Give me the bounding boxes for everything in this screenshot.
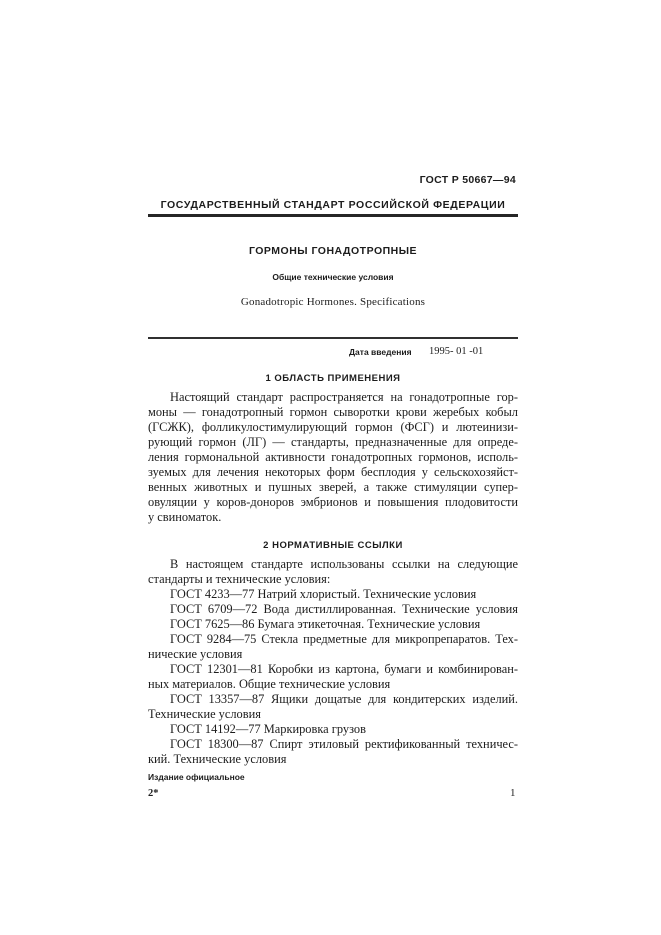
header-rule — [148, 214, 518, 217]
section-2-heading: 2 НОРМАТИВНЫЕ ССЫЛКИ — [263, 540, 403, 551]
page-subtitle: Общие технические условия — [272, 272, 394, 282]
section-2-line: стандарты и технические условия: — [148, 572, 331, 586]
section-2-line: ГОСТ 6709—72 Вода дистиллированная. Технические условия — [170, 602, 518, 616]
section-1-line: рующий гормон (ЛГ) — стандарты, предназначенные для опреде- — [148, 435, 518, 449]
section-1-line: венных животных и пушных зверей, а также стимуляции супер- — [148, 480, 518, 494]
doc-number: ГОСТ Р 50667—94 — [419, 174, 516, 186]
section-2-line: Технические условия — [148, 707, 261, 721]
section-2-line: ГОСТ 13357—87 Ящики дощатые для кондитерских изделий. — [170, 692, 518, 706]
state-standard-heading: ГОСУДАРСТВЕННЫЙ СТАНДАРТ РОССИЙСКОЙ ФЕДЕРАЦИИ — [160, 199, 506, 211]
section-1-line: моны — гонадотропный гормон сыворотки крови жеребых кобыл — [148, 405, 518, 419]
section-1-line: у свиноматок. — [148, 510, 222, 524]
section-2-line: кий. Технические условия — [148, 752, 287, 766]
official-edition-label: Издание официальное — [148, 772, 245, 782]
section-2-line: ГОСТ 4233—77 Натрий хлористый. Технические условия — [170, 587, 477, 601]
page-number: 1 — [510, 787, 516, 799]
signature-mark: 2* — [148, 788, 159, 799]
intro-date-label: Дата введения — [349, 347, 412, 357]
section-1-line: ления гормональной активности гонадотропных гормонов, исполь- — [148, 450, 518, 464]
page-title-english: Gonadotropic Hormones. Specifications — [240, 296, 426, 308]
section-2-line: ГОСТ 9284—75 Стекла предметные для микропрепаратов. Тех- — [170, 632, 518, 646]
section-1-heading: 1 ОБЛАСТЬ ПРИМЕНЕНИЯ — [265, 373, 401, 384]
title-rule — [148, 337, 518, 339]
section-2-line: ГОСТ 14192—77 Маркировка грузов — [170, 722, 366, 736]
section-2-line: В настоящем стандарте использованы ссылки на следующие — [170, 557, 518, 571]
section-1-line: овуляции у коров-доноров эмбрионов и повышения плодовитости — [148, 495, 518, 509]
intro-date-value: 1995- 01 -01 — [429, 346, 484, 357]
section-1-line: зуемых для лечения некоторых форм бесплодия у сельскохозяйст- — [148, 465, 518, 479]
section-1-line: Настоящий стандарт распространяется на гонадотропные гор- — [170, 390, 518, 404]
section-2-line: ГОСТ 18300—87 Спирт этиловый ректификованный техничес- — [170, 737, 518, 751]
page-title: ГОРМОНЫ ГОНАДОТРОПНЫЕ — [248, 245, 418, 257]
section-1-line: (ГСЖК), фолликулостимулирующий гормон (ФСГ) и лютеинизи- — [148, 420, 518, 434]
section-2-line: ГОСТ 12301—81 Коробки из картона, бумаги и комбинирован- — [170, 662, 518, 676]
section-2-line: нические условия — [148, 647, 243, 661]
section-2-line: ГОСТ 7625—86 Бумага этикеточная. Технические условия — [170, 617, 481, 631]
section-2-line: ных материалов. Общие технические условия — [148, 677, 391, 691]
